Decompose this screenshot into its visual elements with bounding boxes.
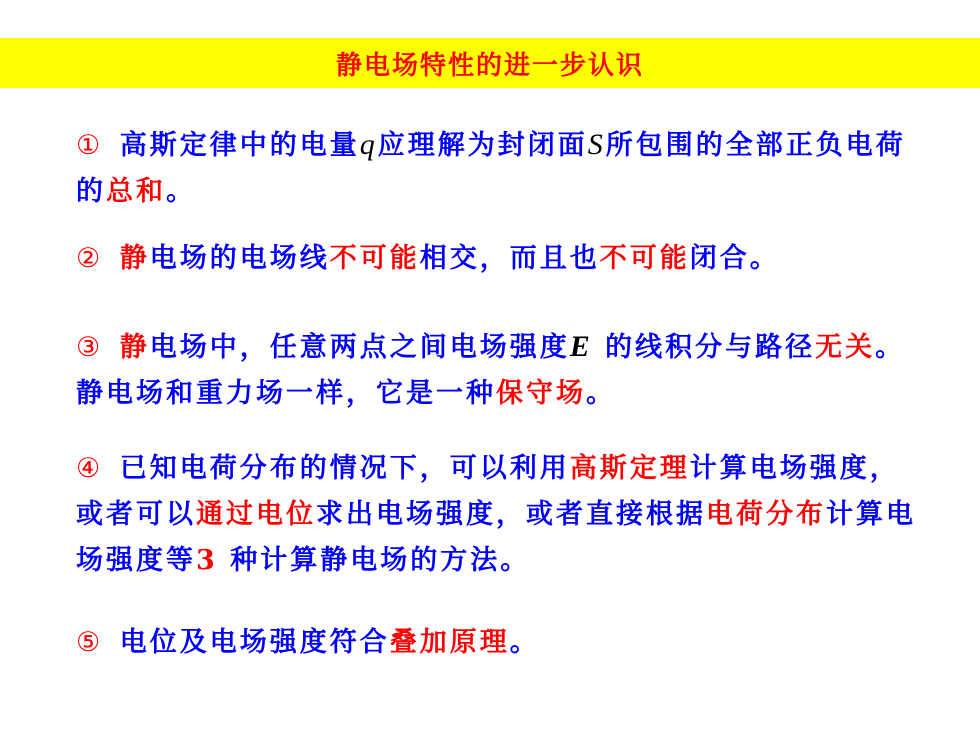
highlight-text: 通过电位: [196, 499, 316, 530]
variable-symbol: E: [569, 330, 593, 363]
body-text: 。: [586, 378, 616, 409]
body-text: 的线积分与路径: [592, 332, 816, 363]
body-text: 相交，而且也: [419, 243, 600, 274]
variable-symbol: S: [587, 128, 606, 161]
point-number: ④: [76, 453, 104, 484]
point-number: ②: [76, 243, 104, 274]
body-text: 高斯定律中的电量: [119, 130, 360, 161]
body-text: 种计算静电场的方法。: [217, 545, 531, 576]
highlight-text: 不可能: [599, 243, 690, 274]
body-text: 。: [166, 176, 196, 207]
highlight-text: 静: [119, 332, 150, 363]
point-1: [76, 122, 916, 215]
point-number: ①: [76, 130, 104, 161]
body-text: 求出电场强度，或者直接根据: [316, 499, 706, 530]
point-5: [76, 620, 916, 666]
point-number: ⑤: [76, 627, 104, 658]
body-text: 闭合。: [689, 243, 780, 274]
highlight-text: 3: [196, 545, 218, 576]
highlight-text: 总和: [106, 176, 166, 207]
body-text: 计算电场强度，或者可以: [76, 453, 900, 530]
highlight-text: 保守场: [496, 378, 586, 409]
body-text: 电位及电场强度符合: [119, 627, 390, 658]
body-text: 电场中，任意两点之间电场强度: [149, 332, 570, 363]
body-text: 。: [509, 627, 540, 658]
highlight-text: 叠加原理: [389, 627, 510, 658]
highlight-text: 高斯定理: [569, 453, 690, 484]
variable-symbol: q: [359, 128, 378, 161]
body-text: 已知电荷分布的情况下，可以利用: [119, 453, 570, 484]
highlight-text: 电荷分布: [706, 499, 826, 530]
highlight-text: 静: [119, 243, 150, 274]
highlight-text: 无关: [815, 332, 876, 363]
slide-title: 静电场特性的进一步认识: [335, 50, 644, 81]
point-2: [76, 236, 916, 282]
point-number: ③: [76, 332, 104, 363]
highlight-text: 不可能: [329, 243, 420, 274]
body-text: 计算电场强度等: [76, 499, 916, 576]
point-4: [76, 446, 916, 584]
point-3: [76, 324, 916, 417]
title-bar: [0, 38, 980, 88]
body-text: 。静电场和重力场一样，它是一种: [76, 332, 906, 409]
body-text: 所包围的全部正负电荷的: [76, 130, 906, 207]
body-text: 电场的电场线: [149, 243, 330, 274]
body-text: 应理解为封闭面: [377, 130, 588, 161]
